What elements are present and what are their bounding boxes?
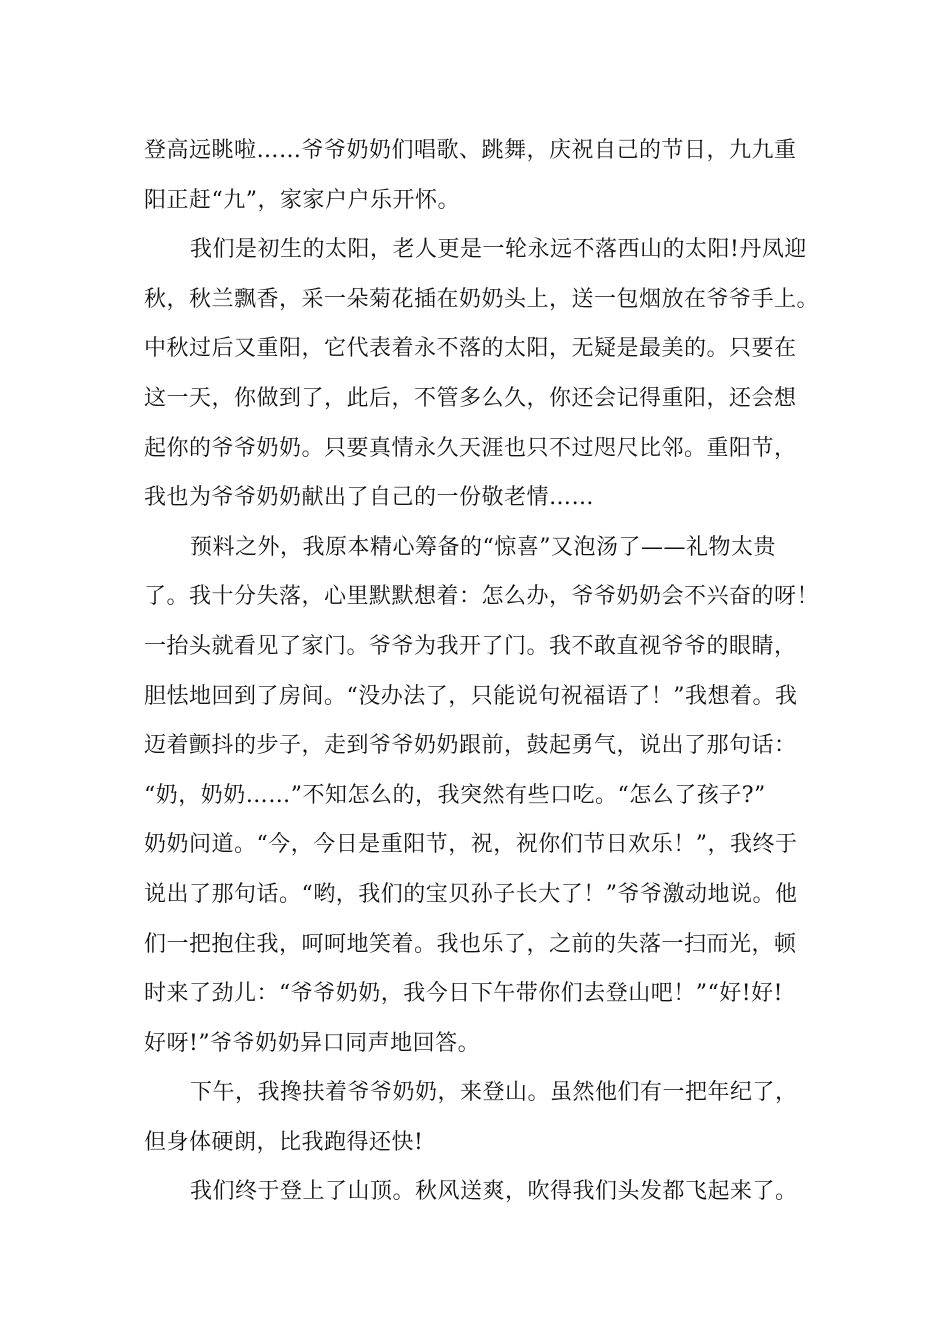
text-line: 我也为爷爷奶奶献出了自己的一份敬老情…… — [144, 485, 595, 511]
text-line: 但身体硬朗，比我跑得还快! — [144, 1129, 424, 1155]
paragraph-start-line: 我们终于登上了山顶。秋风送爽，吹得我们头发都飞起来了。 — [190, 1179, 798, 1205]
text-line: 了。我十分失落，心里默默想着：怎么办，爷爷奶奶会不兴奋的呀！ — [144, 584, 820, 610]
text-line: 奶奶问道。“今，今日是重阳节，祝，祝你们节日欢乐！”，我终于 — [144, 832, 798, 858]
text-line: 们一把抱住我，呵呵地笑着。我也乐了，之前的失落一扫而光，顿 — [144, 931, 797, 957]
essay-body — [144, 126, 824, 1217]
paragraph-start-line: 下午，我搀扶着爷爷奶奶，来登山。虽然他们有一把年纪了， — [190, 1080, 798, 1106]
text-line: 迈着颤抖的步子，走到爷爷奶奶跟前，鼓起勇气，说出了那句话： — [144, 733, 797, 759]
text-line: 阳正赶“九”，家家户户乐开怀。 — [144, 187, 460, 213]
text-line: 秋，秋兰飘香，采一朵菊花插在奶奶头上，送一包烟放在爷爷手上。 — [144, 286, 820, 312]
text-line: 好呀!”爷爷奶奶异口同声地回答。 — [144, 1030, 481, 1056]
text-line: 中秋过后又重阳，它代表着永不落的太阳，无疑是最美的。只要在 — [144, 336, 797, 362]
text-line: 起你的爷爷奶奶。只要真情永久天涯也只不过咫尺比邻。重阳节， — [144, 435, 797, 461]
text-line: 胆怯地回到了房间。“没办法了，只能说句祝福语了！”我想着。我 — [144, 683, 798, 709]
text-line: “奶，奶奶……”不知怎么的，我突然有些口吃。“怎么了孩子?” — [144, 782, 766, 808]
text-line: 登高远眺啦……爷爷奶奶们唱歌、跳舞，庆祝自己的节日，九九重 — [144, 138, 797, 163]
text-line: 一抬头就看见了家门。爷爷为我开了门。我不敢直视爷爷的眼睛， — [144, 633, 797, 659]
paragraph-start-line: 我们是初生的太阳，老人更是一轮永远不落西山的太阳!丹凤迎 — [190, 237, 807, 263]
text-line: 这一天，你做到了，此后，不管多么久，你还会记得重阳，还会想 — [144, 385, 797, 411]
paragraph-start-line: 预料之外，我原本精心筹备的“惊喜”又泡汤了——礼物太贵 — [190, 534, 776, 560]
text-line: 时来了劲儿：“爷爷奶奶，我今日下午带你们去登山吧！”“好!好! — [144, 981, 783, 1007]
text-line: 说出了那句话。“哟，我们的宝贝孙子长大了！”爷爷激动地说。他 — [144, 881, 798, 907]
